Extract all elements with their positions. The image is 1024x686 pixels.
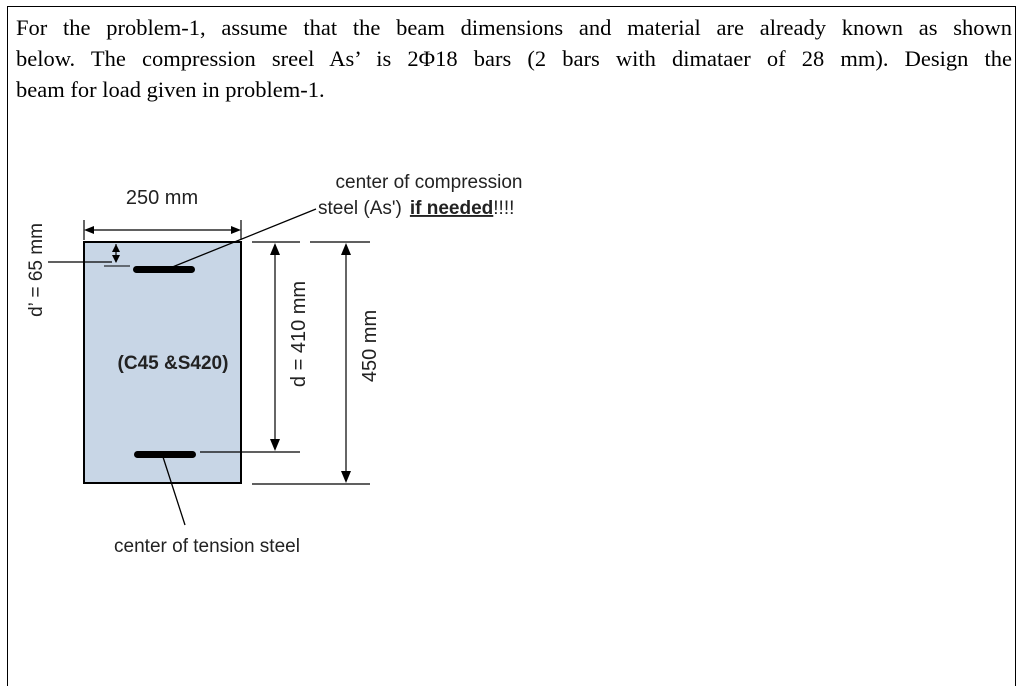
width-label: 250 mm — [125, 187, 199, 209]
if-needed-text: if needed — [409, 198, 494, 219]
compression-steel-bar — [133, 266, 195, 273]
d-prime-label: d’ = 65 mm — [26, 223, 47, 317]
problem-line-2: below. The compression sreel As’ is 2Φ18 bars (2 bars with dimataer of 28 mm). Design the — [16, 46, 1012, 71]
tension-label: center of tension steel — [114, 536, 300, 557]
height-label: 450 mm — [359, 309, 381, 383]
material-label: (C45 &S420) — [117, 353, 229, 374]
problem-line-3: beam for load given in problem-1. — [16, 77, 325, 102]
height-dimension — [252, 242, 370, 484]
exclaim-text: !!!! — [493, 198, 515, 219]
compression-label-line-1: center of compression — [335, 172, 523, 193]
compression-as-text: steel (As') — [318, 198, 402, 219]
compression-label-line-2 — [318, 198, 514, 219]
width-dimension — [84, 220, 241, 240]
problem-line-1: For the problem-1, assume that the beam dimensions and material are already known as shown — [16, 15, 1012, 40]
d-label: d = 410 mm — [288, 280, 310, 388]
tension-steel-bar — [134, 451, 196, 458]
